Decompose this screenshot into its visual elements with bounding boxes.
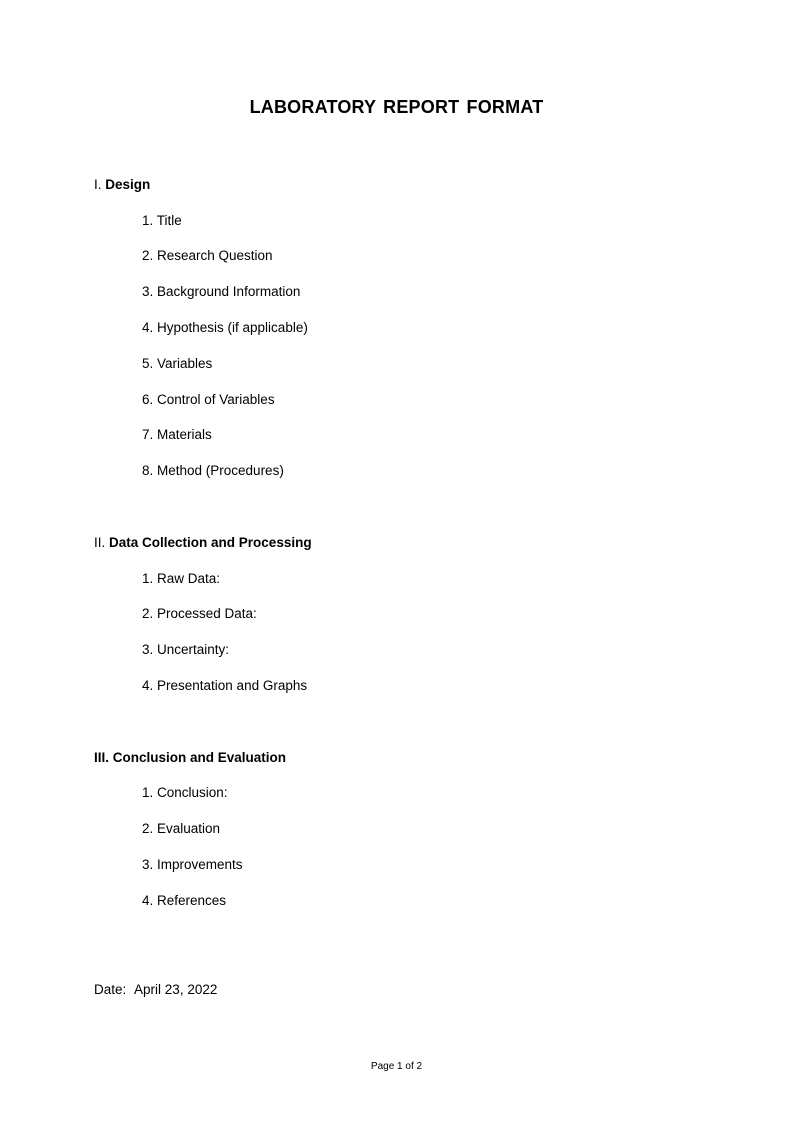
list-item: 2. Research Question [142,248,273,263]
section-title: Data Collection and Processing [109,535,312,550]
list-item: 4. References [142,893,227,908]
list-item: 4. Presentation and Graphs [142,678,308,693]
date-label: Date: [94,982,127,997]
section-heading-design [94,176,150,194]
date-value: April 23, 2022 [134,982,218,997]
list-item: 5. Variables [142,356,213,371]
list-item: 4. Hypothesis (if applicable) [142,320,308,335]
list-item: 2. Evaluation [142,821,221,836]
section-numeral: III. [94,750,110,765]
section-title: Design [105,177,151,192]
section-heading-conclusion [94,749,286,767]
document-title: LABORATORY REPORT FORMAT [249,97,544,117]
section-numeral: II. [94,535,106,550]
page-number-footer: Page 1 of 2 [370,1061,423,1072]
list-item: 6. Control of Variables [142,392,275,407]
list-item: 8. Method (Procedures) [142,463,284,478]
list-item: 1. Title [142,213,182,228]
section-title: Conclusion and Evaluation [112,750,287,765]
section-numeral: I. [94,177,102,192]
list-item: 1. Conclusion: [142,785,228,800]
list-item: 2. Processed Data: [142,606,257,621]
list-item: 3. Improvements [142,857,243,872]
list-item: 7. Materials [142,427,212,442]
date-line [94,981,217,999]
list-item: 3. Background Information [142,284,301,299]
list-item: 1. Raw Data: [142,571,221,586]
list-item: 3. Uncertainty: [142,642,230,657]
section-heading-data-collection [94,534,312,552]
